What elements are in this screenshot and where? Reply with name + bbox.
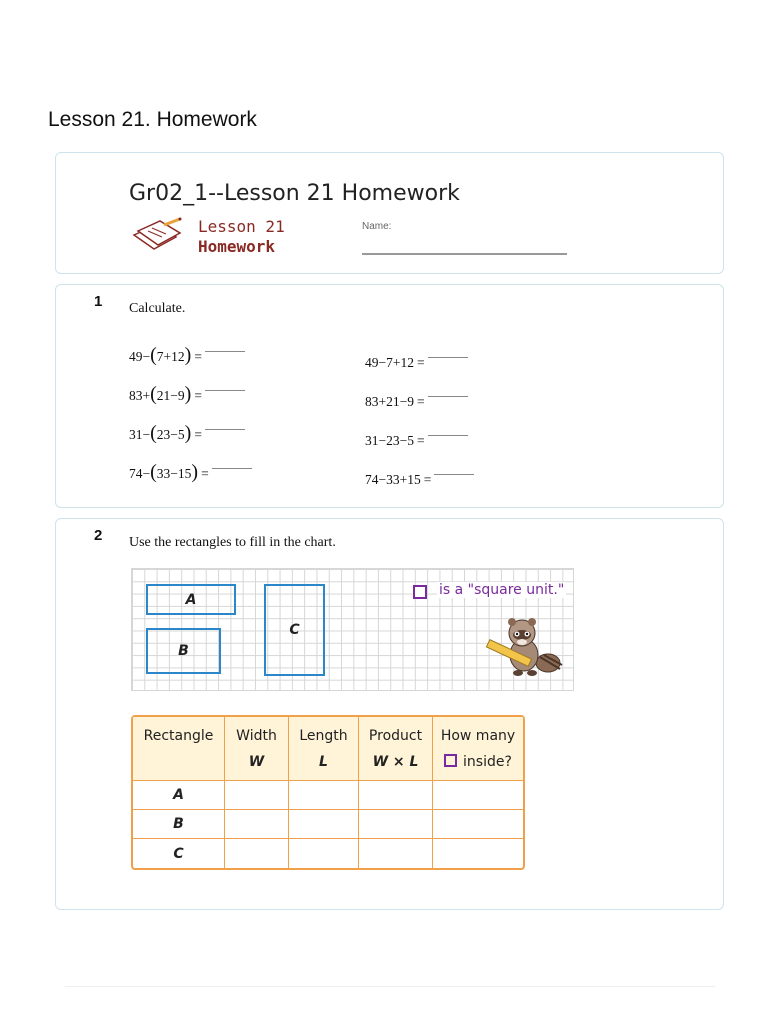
header-length: Length L bbox=[289, 717, 359, 781]
expression-right: 49−7+12 = bbox=[365, 355, 468, 371]
answer-cell[interactable] bbox=[433, 810, 523, 839]
answer-cell[interactable] bbox=[289, 781, 359, 810]
expression-right: 83+21−9 = bbox=[365, 394, 468, 410]
square-unit-icon bbox=[413, 585, 427, 599]
answer-cell[interactable] bbox=[433, 781, 523, 810]
rectangle-a: A bbox=[146, 584, 236, 615]
expression-right: 74−33+15 = bbox=[365, 472, 474, 488]
raccoon-mascot-icon bbox=[482, 613, 566, 679]
answer-blank[interactable] bbox=[428, 357, 468, 358]
answer-cell[interactable] bbox=[359, 810, 433, 839]
rectangle-chart bbox=[131, 715, 525, 870]
answer-cell[interactable] bbox=[225, 810, 289, 839]
answer-blank[interactable] bbox=[205, 351, 245, 352]
answer-blank[interactable] bbox=[205, 390, 245, 391]
answer-cell[interactable] bbox=[225, 781, 289, 810]
expression-left: 74 − ( 33−15 ) = bbox=[129, 466, 252, 482]
answer-cell[interactable] bbox=[433, 839, 523, 868]
answer-blank[interactable] bbox=[428, 435, 468, 436]
expression-left: 83 + ( 21−9 ) = bbox=[129, 388, 245, 404]
header-rectangle: Rectangle bbox=[133, 717, 225, 781]
divider bbox=[65, 986, 715, 987]
page-title: Lesson 21. Homework bbox=[48, 108, 257, 131]
answer-blank[interactable] bbox=[212, 468, 252, 469]
logo-homework-label: Homework bbox=[198, 237, 276, 256]
name-label: Name: bbox=[362, 221, 392, 232]
header-how-many: How many inside? bbox=[433, 717, 523, 781]
rectangle-c: C bbox=[264, 584, 325, 676]
square-unit-note: is a "square unit." bbox=[439, 582, 565, 598]
answer-cell[interactable] bbox=[225, 839, 289, 868]
answer-blank[interactable] bbox=[205, 429, 245, 430]
expression-right: 31−23−5 = bbox=[365, 433, 468, 449]
header-card bbox=[55, 152, 724, 274]
answer-blank[interactable] bbox=[428, 396, 468, 397]
header-width: Width W bbox=[225, 717, 289, 781]
question-prompt: Use the rectangles to fill in the chart. bbox=[129, 535, 336, 550]
grid-figure bbox=[131, 568, 574, 691]
answer-cell[interactable] bbox=[289, 839, 359, 868]
expression-left: 31 − ( 23−5 ) = bbox=[129, 427, 245, 443]
homework-papers-icon bbox=[130, 217, 186, 253]
answer-cell[interactable] bbox=[359, 781, 433, 810]
table-row bbox=[133, 781, 523, 810]
square-unit-icon bbox=[444, 754, 457, 767]
answer-cell[interactable] bbox=[289, 810, 359, 839]
answer-blank[interactable] bbox=[434, 474, 474, 475]
table-row bbox=[133, 810, 523, 839]
header-product: Product W × L bbox=[359, 717, 433, 781]
table-row bbox=[133, 839, 523, 868]
question-number: 1 bbox=[94, 293, 103, 310]
row-label: B bbox=[133, 810, 225, 839]
doc-title: Gr02_1--Lesson 21 Homework bbox=[129, 181, 460, 206]
row-label: A bbox=[133, 781, 225, 810]
question-2-card bbox=[55, 518, 724, 910]
question-prompt: Calculate. bbox=[129, 301, 186, 316]
question-1-card bbox=[55, 284, 724, 508]
expression-left: 49 − ( 7+12 ) = bbox=[129, 349, 245, 365]
question-number: 2 bbox=[94, 527, 103, 544]
name-line bbox=[362, 253, 567, 255]
row-label: C bbox=[133, 839, 225, 868]
logo-lesson-label: Lesson 21 bbox=[198, 217, 285, 236]
answer-cell[interactable] bbox=[359, 839, 433, 868]
rectangle-b: B bbox=[146, 628, 221, 674]
